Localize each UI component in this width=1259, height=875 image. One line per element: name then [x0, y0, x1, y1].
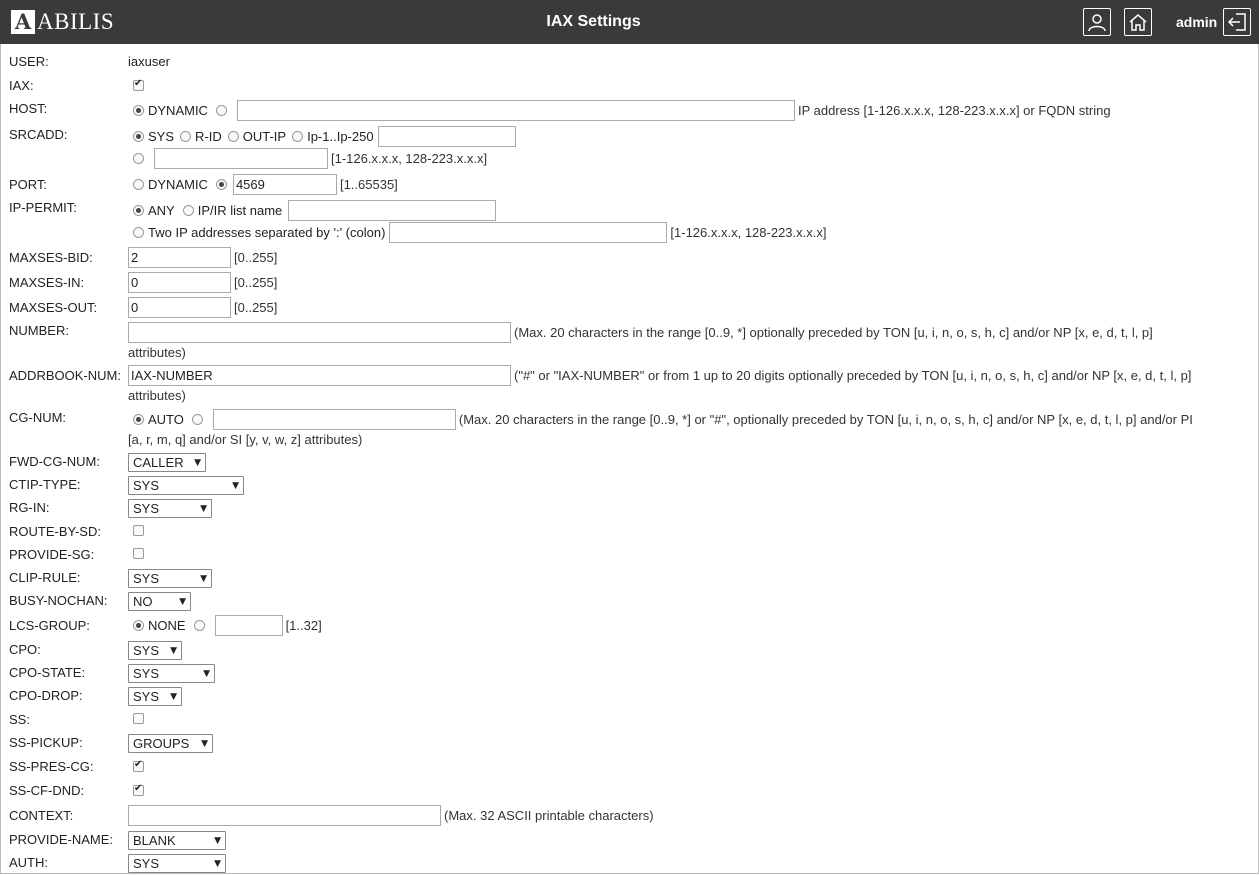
chevron-down-icon: ▼ [201, 738, 208, 749]
chevron-down-icon: ▼ [170, 691, 177, 702]
label-ss-pres-cg: SS-PRES-CG: [9, 759, 94, 774]
addrbook-num-hint-2: attributes) [128, 388, 186, 403]
chevron-down-icon: ▼ [170, 645, 177, 656]
context-input[interactable] [128, 805, 441, 826]
cg-num-hint-2: [a, r, m, q] and/or SI [y, v, w, z] attributes) [128, 432, 363, 447]
user-value: iaxuser [128, 54, 170, 69]
label-context: CONTEXT: [9, 808, 74, 823]
chevron-down-icon: ▼ [200, 573, 207, 584]
maxses-bid-hint: [0..255] [234, 250, 278, 265]
chevron-down-icon: ▼ [203, 668, 210, 679]
label-user: USER: [9, 54, 49, 69]
lcs-group-none-radio[interactable] [133, 620, 144, 631]
label-srcadd: SRCADD: [9, 127, 68, 142]
label-busy-nochan: BUSY-NOCHAN: [9, 593, 108, 608]
srcadd-ip-label: Ip-1..Ip-250 [307, 129, 374, 144]
ss-pickup-select[interactable] [128, 734, 213, 753]
cpo-select[interactable] [128, 641, 182, 660]
maxses-out-hint: [0..255] [234, 300, 278, 315]
label-host: HOST: [9, 101, 48, 116]
srcadd-rid-radio[interactable] [180, 131, 191, 142]
lcs-group-none-label: NONE [148, 618, 186, 633]
label-iax: IAX: [9, 78, 34, 93]
label-maxses-bid: MAXSES-BID: [9, 250, 93, 265]
srcadd-ip-radio[interactable] [292, 131, 303, 142]
label-fwd-cg-num: FWD-CG-NUM: [9, 454, 100, 469]
port-dynamic-radio[interactable] [133, 179, 144, 190]
srcadd-outip-label: OUT-IP [242, 129, 287, 144]
ctip-type-select[interactable] [128, 476, 244, 495]
provide-sg-checkbox[interactable] [133, 548, 144, 559]
fwd-cg-num-select[interactable] [128, 453, 206, 472]
label-ss: SS: [9, 712, 30, 727]
page-title: IAX Settings [546, 13, 641, 30]
cg-num-custom-radio[interactable] [192, 414, 203, 425]
srcadd-outip-radio[interactable] [228, 131, 239, 142]
ip-permit-list-input[interactable] [288, 200, 496, 221]
srcadd-ip-input[interactable] [378, 126, 516, 147]
label-ss-cf-dnd: SS-CF-DND: [9, 783, 85, 798]
lcs-group-hint: [1..32] [285, 618, 322, 633]
label-provide-name: PROVIDE-NAME: [9, 832, 114, 847]
ss-pres-cg-checkbox[interactable] [133, 761, 144, 772]
maxses-out-input[interactable] [128, 297, 231, 318]
app-header [0, 0, 1259, 44]
ss-cf-dnd-checkbox[interactable] [133, 785, 144, 796]
label-provide-sg: PROVIDE-SG: [9, 547, 95, 562]
number-input[interactable] [128, 322, 511, 343]
username: admin [1176, 14, 1218, 30]
label-maxses-out: MAXSES-OUT: [9, 300, 98, 315]
maxses-in-hint: [0..255] [234, 275, 278, 290]
srcadd-custom-radio[interactable] [133, 153, 144, 164]
label-rg-in: RG-IN: [9, 500, 50, 515]
srcadd-hint: [1-126.x.x.x, 128-223.x.x.x] [331, 151, 488, 166]
clip-rule-select[interactable] [128, 569, 212, 588]
ctip-type-value: SYS [133, 478, 160, 493]
host-dynamic-label: DYNAMIC [148, 103, 208, 118]
port-input[interactable] [233, 174, 337, 195]
chevron-down-icon: ▼ [179, 596, 186, 607]
addrbook-num-hint: ("#" or "IAX-NUMBER" or from 1 up to 20 digits optionally preceded by TON [u, i, n, o, s, h, c] and/or NP [x, e, d, t, l, p] [514, 368, 1192, 383]
chevron-down-icon: ▼ [214, 858, 221, 869]
clip-rule-value: SYS [133, 571, 160, 586]
route-by-sd-checkbox[interactable] [133, 525, 144, 536]
srcadd-sys-label: SYS [148, 129, 175, 144]
number-hint: (Max. 20 characters in the range [0..9, *] optionally preceded by TON [u, i, n, o, s, h, c] and/or NP [x, e, d, t, l, p] [514, 325, 1153, 340]
maxses-in-input[interactable] [128, 272, 231, 293]
label-lcs-group: LCS-GROUP: [9, 618, 90, 633]
cpo-drop-select[interactable] [128, 687, 182, 706]
ip-permit-any-label: ANY [148, 203, 175, 218]
auth-value: SYS [133, 856, 160, 871]
label-clip-rule: CLIP-RULE: [9, 570, 81, 585]
user-icon[interactable] [1083, 8, 1111, 36]
ip-permit-two-input[interactable] [389, 222, 667, 243]
provide-name-select[interactable] [128, 831, 226, 850]
ss-checkbox[interactable] [133, 713, 144, 724]
ip-permit-two-label: Two IP addresses separated by ':' (colon) [148, 225, 386, 240]
label-number: NUMBER: [9, 323, 69, 338]
ip-permit-hint: [1-126.x.x.x, 128-223.x.x.x] [670, 225, 827, 240]
label-port: PORT: [9, 177, 48, 192]
label-route-by-sd: ROUTE-BY-SD: [9, 524, 101, 539]
number-hint-2: attributes) [128, 345, 186, 360]
label-cpo-drop: CPO-DROP: [9, 688, 83, 703]
srcadd-rid-label: R-ID [195, 129, 222, 144]
ip-permit-two-radio[interactable] [133, 227, 144, 238]
rg-in-select[interactable] [128, 499, 212, 518]
cg-num-input[interactable] [213, 409, 456, 430]
label-ip-permit: IP-PERMIT: [9, 200, 77, 215]
port-dynamic-label: DYNAMIC [148, 177, 208, 192]
label-ctip-type: CTIP-TYPE: [9, 477, 81, 492]
cpo-value: SYS [133, 643, 160, 658]
busy-nochan-value: NO [133, 594, 153, 609]
logo-mark: A [11, 10, 35, 34]
srcadd-custom-input[interactable] [154, 148, 328, 169]
ip-permit-list-label: IP/IR list name [197, 203, 283, 218]
host-dynamic-radio[interactable] [133, 105, 144, 116]
cpo-state-select[interactable] [128, 664, 215, 683]
fwd-cg-num-value: CALLER [133, 455, 184, 470]
chevron-down-icon: ▼ [200, 503, 207, 514]
label-addrbook-num: ADDRBOOK-NUM: [9, 368, 121, 383]
lcs-group-input[interactable] [215, 615, 283, 636]
auth-select[interactable] [128, 854, 226, 873]
label-cpo: CPO: [9, 642, 41, 657]
ip-permit-list-radio[interactable] [183, 205, 194, 216]
logo-text: ABILIS [37, 9, 115, 34]
label-ss-pickup: SS-PICKUP: [9, 735, 83, 750]
chevron-down-icon: ▼ [214, 835, 221, 846]
maxses-bid-input[interactable] [128, 247, 231, 268]
chevron-down-icon: ▼ [232, 480, 239, 491]
logout-icon[interactable] [1223, 8, 1251, 36]
srcadd-sys-radio[interactable] [133, 131, 144, 142]
cpo-state-value: SYS [133, 666, 160, 681]
iax-checkbox[interactable] [133, 80, 144, 91]
context-hint: (Max. 32 ASCII printable characters) [444, 808, 654, 823]
cg-num-hint: (Max. 20 characters in the range [0..9, *] or "#", optionally preceded by TON [u, i, n, o, s, h, c] and/or NP [x, e, d, t, l, p] and/or PI [458, 412, 1193, 427]
addrbook-num-input[interactable] [128, 365, 511, 386]
lcs-group-custom-radio[interactable] [194, 620, 205, 631]
host-hint: IP address [1-126.x.x.x, 128-223.x.x.x] or FQDN string [797, 103, 1111, 118]
settings-form [0, 44, 1259, 874]
host-custom-radio[interactable] [216, 105, 227, 116]
home-icon[interactable] [1124, 8, 1152, 36]
chevron-down-icon: ▼ [194, 457, 201, 468]
ip-permit-any-radio[interactable] [133, 205, 144, 216]
label-cpo-state: CPO-STATE: [9, 665, 86, 680]
label-cg-num: CG-NUM: [9, 410, 67, 425]
port-custom-radio[interactable] [216, 179, 227, 190]
provide-name-value: BLANK [133, 833, 176, 848]
cg-num-auto-label: AUTO [148, 412, 184, 427]
label-maxses-in: MAXSES-IN: [9, 275, 85, 290]
port-hint: [1..65535] [339, 177, 398, 192]
cpo-drop-value: SYS [133, 689, 160, 704]
host-input[interactable] [237, 100, 795, 121]
rg-in-value: SYS [133, 501, 160, 516]
label-auth: AUTH: [9, 855, 48, 870]
ss-pickup-value: GROUPS [133, 736, 190, 751]
busy-nochan-select[interactable] [128, 592, 191, 611]
cg-num-auto-radio[interactable] [133, 414, 144, 425]
